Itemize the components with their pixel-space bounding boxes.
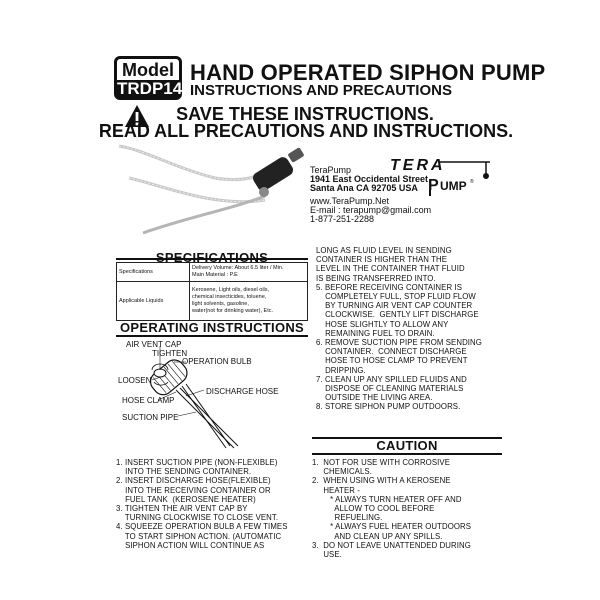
spec-value-line: Delivery Volume: About 6.5 liter / Min. [192,265,284,271]
list-item: 2. INSERT DISCHARGE HOSE(FLEXIBLE) [116,476,271,486]
operating-heading-rule [116,335,308,337]
pump-photo [115,138,315,238]
spec-value-line: Kerosene, Light oils, diesel oils, [192,287,270,293]
list-item: INTO THE RECEIVING CONTAINER OR [116,485,271,495]
list-item: 1. NOT FOR USE WITH CORROSIVE [312,458,451,467]
spec-value-line: light solvents, gasoline, [192,301,249,307]
list-item: DISPOSE OF CLEANING MATERIALS [316,384,464,394]
caution-rule-bottom [312,453,502,455]
list-item: 2. WHEN USING WITH A KEROSENE [312,476,451,486]
list-item: HOSE TO HOSE CLAMP TO PREVENT [316,356,468,366]
page-subtitle: INSTRUCTIONS AND PRECAUTIONS [190,82,452,99]
list-item: REFUELING. [312,513,383,523]
list-item: DRIPPING. [316,365,366,375]
list-item: INTO THE SENDING CONTAINER. [116,467,252,477]
logo-bottom-text: UMP [440,179,467,193]
loosen-label: LOOSEN [118,376,152,385]
table-row [117,282,308,321]
page-title: HAND OPERATED SIPHON PUMP [190,60,546,85]
list-item: 6. REMOVE SUCTION PIPE FROM SENDING [316,338,482,348]
spec-value-cell [190,282,308,321]
list-item: 7. CLEAN UP ANY SPILLED FLUIDS AND [316,374,467,384]
operating-steps-right [316,246,482,412]
hose-clamp-label: HOSE CLAMP [122,396,175,405]
read-precautions-line: READ ALL PRECAUTIONS AND INSTRUCTIONS. [98,121,514,141]
list-item: SIPHON ACTION WILL CONTINUE AS [116,540,265,550]
list-item: TURNING CLOCKWISE TO CLOSE VENT. [116,513,279,523]
spec-label-cell: Applicable Liquids [117,282,190,321]
list-item: FUEL TANK (KEROSENE HEATER) [116,494,256,504]
spec-value-line: water(not for drinking water), Etc. [192,308,274,314]
list-item: LONG AS FLUID LEVEL IN SENDING [316,246,452,255]
spec-label-cell: Specifications [117,263,190,282]
list-item: 4. SQUEEZE OPERATION BULB A FEW TIMES [116,522,288,532]
list-item: CONTAINER. CONNECT DISCHARGE [316,347,467,357]
list-item: 8. STORE SIPHON PUMP OUTDOORS. [316,402,461,412]
model-badge [114,56,182,100]
suction-pipe-label: SUCTION PIPE [122,413,179,422]
list-item: 3. DO NOT LEAVE UNATTENDED DURING [312,540,471,550]
spec-table [116,262,308,321]
list-item: COMPLETELY FULL, STOP FLUID FLOW [316,292,476,302]
operating-steps-left [116,458,288,550]
model-label: Model [122,60,174,80]
list-item: CHEMICALS. [312,467,372,477]
spec-heading-rule [116,258,308,260]
table-row [117,263,308,282]
company-name: TeraPump [310,165,352,175]
operating-heading: OPERATING INSTRUCTIONS [119,320,305,335]
company-website: www.TeraPump.Net [310,196,390,206]
list-item: HOSE SLIGHTLY TO ALLOW ANY [316,319,449,329]
terapump-logo [370,150,500,200]
list-item: LEVEL IN THE CONTAINER THAT FLUID [316,264,465,274]
list-item: * ALWAYS TURN HEATER OFF AND [312,494,462,504]
logo-top-text: TERA [390,157,446,174]
list-item: HEATER - [312,485,360,495]
list-item: CONTAINER IS HIGHER THAN THE [316,255,448,265]
list-item: OUTSIDE THE LIVING AREA. [316,393,433,403]
list-item: USE. [312,550,342,560]
spec-value-line: chemical insecticides, toluene, [192,294,267,300]
list-item: TO START SIPHON ACTION. (AUTOMATIC [116,531,282,541]
caution-heading: CAUTION [376,438,438,453]
list-item: CLOCKWISE. GENTLY LIFT DISCHARGE [316,310,479,320]
list-item: 3. TIGHTEN THE AIR VENT CAP BY [116,504,248,514]
air-vent-cap-label: AIR VENT CAP [126,340,182,349]
spec-value-line: Main Material : P.E [192,272,238,278]
list-item: BY TURNING AIR VENT CAP COUNTER [316,301,473,311]
list-item: REMAINING FUEL TO DRAIN. [316,328,435,338]
svg-text:P: P [428,177,439,194]
model-code: TRDP14 [117,79,183,98]
svg-text:®: ® [470,179,474,185]
list-item: IS BEING TRANSFERRED INTO. [316,273,436,283]
company-email: E-mail : terapump@gmail.com [310,205,432,215]
list-item: 5. BEFORE RECEIVING CONTAINER IS [316,282,463,292]
list-item: ALLOW TO COOL BEFORE [312,504,435,514]
list-item: AND CLEAN UP ANY SPILLS. [312,531,443,541]
list-item: 1. INSERT SUCTION PIPE (NON-FLEXIBLE) [116,458,278,467]
list-item: * ALWAYS FUEL HEATER OUTDOORS [312,522,472,532]
company-phone: 1-877-251-2288 [310,214,375,224]
save-instructions-line: SAVE THESE INSTRUCTIONS. [176,104,434,124]
discharge-hose-label: DISCHARGE HOSE [206,387,279,396]
tighten-label: TIGHTEN [152,349,188,358]
caution-list [312,458,471,559]
spec-value-cell [190,263,308,282]
company-address-line1: 1941 East Occidental Street [310,174,429,184]
operation-bulb-label: OPERATION BULB [182,357,252,366]
company-address-line2: Santa Ana CA 92705 USA [310,183,418,193]
